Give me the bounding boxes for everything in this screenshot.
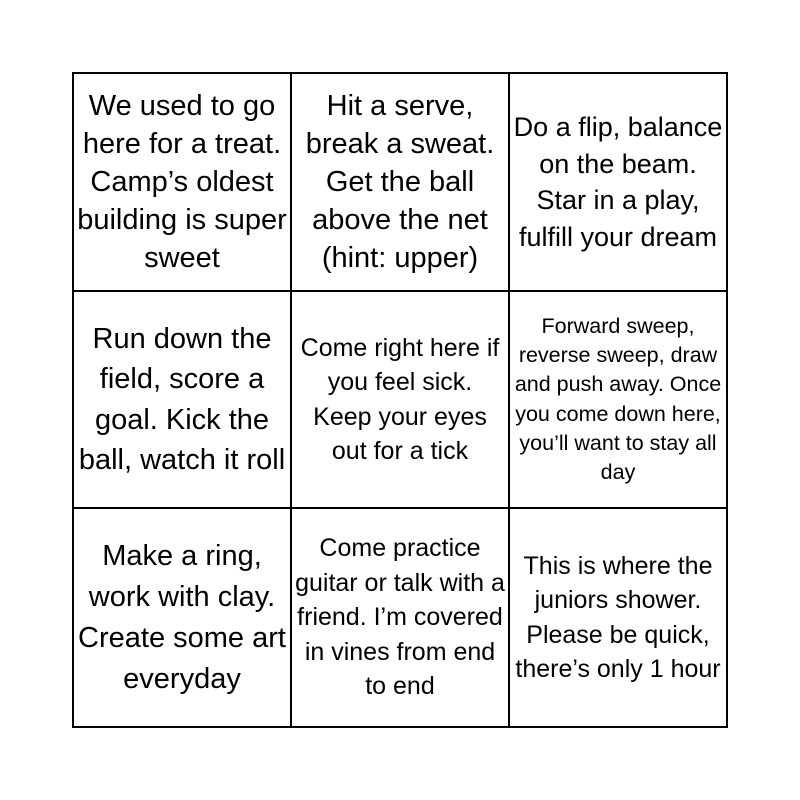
bingo-cell[interactable] bbox=[74, 509, 292, 726]
bingo-cell-text: Make a ring, work with clay. Create some art everyday bbox=[78, 539, 286, 695]
bingo-cell-text: This is where the juniors shower. Please be quick, there’s only 1 hour bbox=[515, 551, 721, 683]
bingo-cell-text: Run down the field, score a goal. Kick the ball, watch it roll bbox=[78, 322, 286, 476]
bingo-cell-text: Come practice guitar or talk with a friend. I’m covered in vines from end to end bbox=[295, 534, 505, 701]
bingo-board bbox=[72, 72, 728, 728]
bingo-cell[interactable] bbox=[292, 74, 510, 292]
bingo-cell-text: Forward sweep, reverse sweep, draw and push away. Once you come down here, you’ll want to stay all day bbox=[514, 313, 722, 484]
bingo-cell[interactable] bbox=[510, 509, 726, 726]
bingo-cell[interactable] bbox=[74, 74, 292, 292]
bingo-cell-text: Hit a serve, break a sweat. Get the ball above the net (hint: upper) bbox=[305, 90, 495, 274]
bingo-cell[interactable] bbox=[292, 292, 510, 509]
bingo-cell[interactable] bbox=[510, 292, 726, 509]
bingo-cell[interactable] bbox=[292, 509, 510, 726]
bingo-cell-text: We used to go here for a treat. Camp’s oldest building is super sweet bbox=[77, 90, 287, 274]
bingo-cell[interactable] bbox=[510, 74, 726, 292]
bingo-cell-text: Do a flip, balance on the beam. Star in a play, fulfill your dream bbox=[513, 112, 723, 252]
bingo-cell-text: Come right here if you feel sick. Keep your eyes out for a tick bbox=[300, 333, 500, 465]
bingo-cell[interactable] bbox=[74, 292, 292, 509]
